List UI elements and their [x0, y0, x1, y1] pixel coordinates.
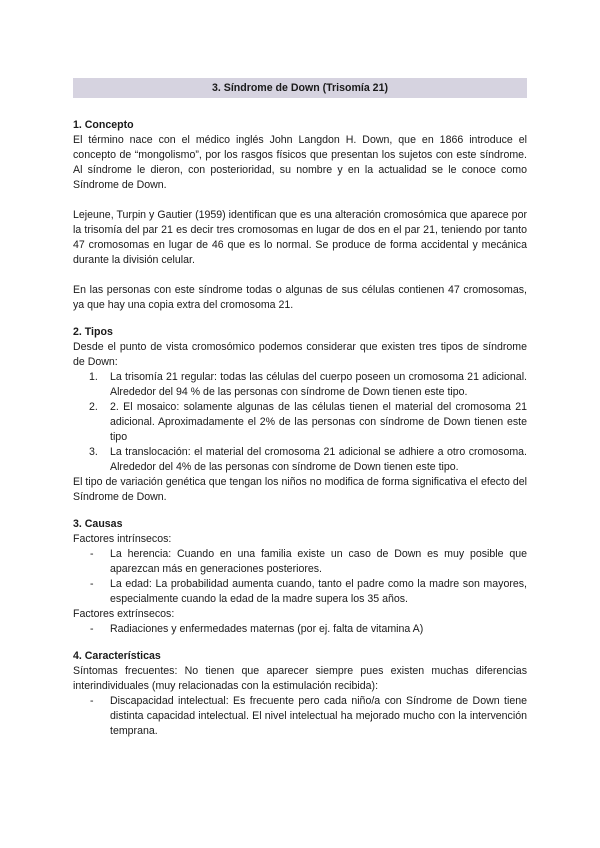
- list-number: 1.: [89, 371, 98, 383]
- section-heading: 3. Causas: [73, 518, 123, 530]
- section-heading: 1. Concepto: [73, 119, 134, 131]
- list-item: [73, 400, 527, 445]
- dash-list: [73, 622, 527, 637]
- list-item-text: 2. El mosaico: solamente algunas de las células tienen el material del cromosoma 21 adicional. Aproximadamente el 2% de las personas con síndrome de Down tienen este tipo: [110, 401, 527, 443]
- section-concepto: [73, 118, 527, 313]
- list-item: [73, 370, 527, 400]
- list-item: [73, 577, 527, 607]
- list-item: [73, 445, 527, 475]
- paragraph: El término nace con el médico inglés John Langdon H. Down, que en 1866 introduce el concepto de “mongolismo”, por los rasgos físicos que presentan los sujetos con este síndrome. Al síndrome le dieron, con posterioridad, su nombre y en la actualidad se le conoce como Síndrome de Down.: [73, 134, 527, 191]
- subheading: Factores intrínsecos:: [73, 533, 172, 545]
- paragraph: Síntomas frecuentes: No tienen que aparecer siempre pues existen muchas diferencias interindividuales (muy relacionadas con la estimulación recibida):: [73, 665, 527, 692]
- section-tipos: [73, 325, 527, 505]
- numbered-list: [73, 370, 527, 475]
- document-title: 3. Síndrome de Down (Trisomía 21): [73, 78, 527, 98]
- list-item-text: La herencia: Cuando en una familia existe un caso de Down es muy posible que aparezcan más en generaciones posteriores.: [110, 548, 527, 575]
- dash-list: [73, 694, 527, 739]
- dash-bullet: -: [90, 578, 94, 590]
- list-item-text: La trisomía 21 regular: todas las células del cuerpo poseen un cromosoma 21 adicional. Alrededor del 94 % de las personas con síndrome de Down tienen este tipo.: [110, 371, 527, 398]
- list-item: [73, 547, 527, 577]
- subheading: Factores extrínsecos:: [73, 608, 175, 620]
- dash-bullet: -: [90, 695, 94, 707]
- dash-list: [73, 547, 527, 607]
- list-item-text: La translocación: el material del cromosoma 21 adicional se adhiere a otro cromosoma. Alrededor del 4% de las personas con síndrome de Down tienen este tipo.: [110, 446, 527, 473]
- list-number: 2.: [89, 401, 98, 413]
- paragraph: En las personas con este síndrome todas o algunas de sus células contienen 47 cromosomas, ya que hay una copia extra del cromosoma 21.: [73, 284, 527, 311]
- list-item: [73, 694, 527, 739]
- paragraph: El tipo de variación genética que tengan los niños no modifica de forma significativa el efecto del Síndrome de Down.: [73, 476, 527, 503]
- section-heading: 4. Características: [73, 650, 161, 662]
- list-item-text: Radiaciones y enfermedades maternas (por ej. falta de vitamina A): [110, 623, 424, 635]
- list-item-text: La edad: La probabilidad aumenta cuando, tanto el padre como la madre son mayores, especialmente cuando la edad de la madre supera los 35 años.: [110, 578, 527, 605]
- paragraph: Desde el punto de vista cromosómico podemos considerar que existen tres tipos de síndrome de Down:: [73, 341, 527, 368]
- list-item: [73, 622, 527, 637]
- paragraph: Lejeune, Turpin y Gautier (1959) identifican que es una alteración cromosómica que aparece por la trisomía del par 21 es decir tres cromosomas en lugar de dos en el par 21, teniendo por tanto 47 cromosomas en lugar de 46 que es lo normal. Se produce de forma accidental y mecánica durante la división celular.: [73, 209, 527, 266]
- list-item-text: Discapacidad intelectual: Es frecuente pero cada niño/a con Síndrome de Down tiene distinta capacidad intelectual. El nivel intelectual ha mejorado mucho con la intervención temprana.: [110, 695, 527, 737]
- dash-bullet: -: [90, 548, 94, 560]
- section-caracteristicas: [73, 649, 527, 739]
- section-heading: 2. Tipos: [73, 326, 113, 338]
- dash-bullet: -: [90, 623, 94, 635]
- section-causas: [73, 517, 527, 637]
- list-number: 3.: [89, 446, 98, 458]
